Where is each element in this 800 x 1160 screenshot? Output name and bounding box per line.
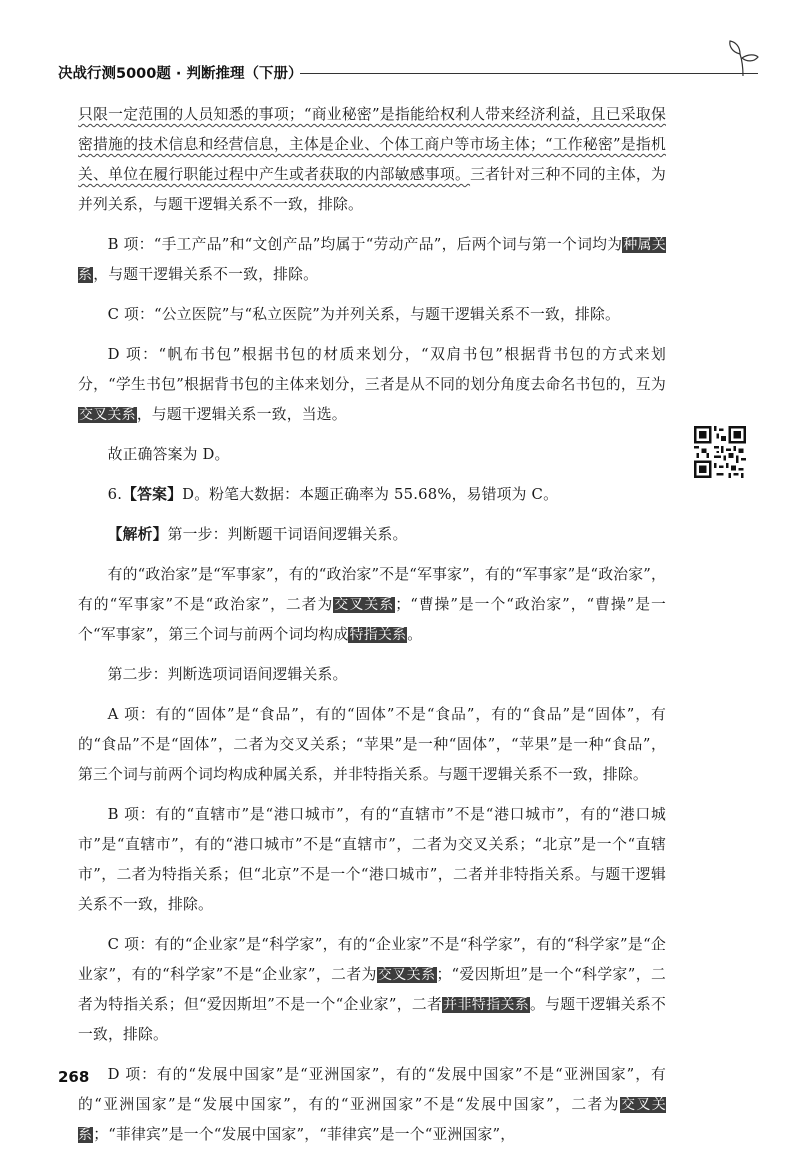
paragraph-text: 。与题干逻辑关系不一致，排除。 xyxy=(78,996,666,1043)
highlight-label: 并非特指关系 xyxy=(443,997,530,1013)
paragraph-text: ，与题干逻辑关系不一致，排除。 xyxy=(93,266,319,283)
highlight-label: 交叉关系 xyxy=(377,967,436,983)
paragraph-text: ，与题干逻辑关系一致，当选。 xyxy=(136,406,347,423)
wavy-underlined-text: 只限一定范围的人员知悉的事项；“商业秘密”是指能给权利人带来经济利益，且已采取保密措施的技术信息和经营信息，主体是企业、个体工商户等市场主体；“工作秘密”是指机关、单位在履行职能过程中产生或者获取的内部敏感事项。 xyxy=(78,106,666,183)
paragraph-option-c-continued xyxy=(78,100,666,220)
paragraph-text: ；“爱因斯坦”是一个“科学家”，二者为特指关系；但“爱因斯坦”不是一个“企业家”，二者 xyxy=(78,966,666,1013)
paragraph-option-a-2 xyxy=(78,700,666,790)
paragraph-text: B 项：“手工产品”和“文创产品”均属于“劳动产品”，后两个词与第一个词均为 xyxy=(107,236,623,253)
paragraph-text: D 项：“帆布书包”根据书包的材质来划分，“双肩书包”根据背书包的方式来划分，“学生书包”根据背书包的主体来划分，三者是从不同的划分角度去命名书包的，互为 xyxy=(78,346,666,393)
page-number: 268 xyxy=(58,1068,90,1086)
paragraph-text: 。 xyxy=(407,626,423,643)
paragraph-text: A 项：有的“固体”是“食品”，有的“固体”不是“食品”，有的“食品”是“固体”，有的“食品”不是“固体”，二者为交叉关系；“苹果”是一种“固体”，“苹果”是一种“食品”，第三个词与前两个词均构成种属关系，并非特指关系。与题干逻辑关系不一致，排除。 xyxy=(78,706,666,783)
highlight-label: 交叉关系 xyxy=(78,1097,666,1143)
page-content xyxy=(78,100,666,1160)
header-rule xyxy=(300,73,758,74)
paragraph-option-c-2 xyxy=(78,930,666,1050)
paragraph-text: 故正确答案为 D。 xyxy=(107,446,230,463)
paragraph-option-b-2 xyxy=(78,800,666,920)
paragraph-text: C 项：“公立医院”与“私立医院”为并列关系，与题干逻辑关系不一致，排除。 xyxy=(107,306,620,323)
highlight-label: 特指关系 xyxy=(349,627,407,643)
analysis-step-1 xyxy=(78,520,666,550)
highlight-label: 交叉关系 xyxy=(334,597,395,613)
sprout-leaf-icon xyxy=(726,38,760,78)
paragraph-text: 第一步：判断题干词语间逻辑关系。 xyxy=(167,526,408,543)
question-number: 6. xyxy=(107,486,123,503)
paragraph-text: C 项：有的“企业家”是“科学家”，有的“企业家”不是“科学家”，有的“科学家”是“企业家”，有的“科学家”不是“企业家”，二者为 xyxy=(78,936,666,983)
analysis-label: 【解析】 xyxy=(107,526,168,543)
running-header xyxy=(58,60,758,86)
paragraph-text: 有的“政治家”是“军事家”，有的“政治家”不是“军事家”，有的“军事家”是“政治家”，有的“军事家”不是“政治家”，二者为 xyxy=(78,566,666,613)
answer-label: 【答案】 xyxy=(122,486,183,503)
header-title: 决战行测5000题 · 判断推理（下册） xyxy=(58,66,303,82)
paragraph-text: 三者针对三种不同的主体，为并列关系，与题干逻辑关系不一致，排除。 xyxy=(78,166,667,213)
qr-code-icon[interactable] xyxy=(694,426,746,478)
highlight-label: 交叉关系 xyxy=(79,407,136,423)
question-6-answer xyxy=(78,480,666,510)
paragraph-text: ；“曹操”是一个“政治家”，“曹操”是一个“军事家”，第三个词与前两个词均构成 xyxy=(78,596,666,643)
paragraph-option-d-2 xyxy=(78,1060,666,1150)
paragraph-option-b xyxy=(78,230,666,290)
paragraph-text: B 项：有的“直辖市”是“港口城市”，有的“直辖市”不是“港口城市”，有的“港口城市”是“直辖市”，有的“港口城市”不是“直辖市”，二者为交叉关系；“北京”是一个“直辖市”，二者为特指关系；但“北京”不是一个“港口城市”，二者并非特指关系。与题干逻辑关系不一致，排除。 xyxy=(78,806,666,913)
paragraph-text: D。粉笔大数据：本题正确率为 55.68%，易错项为 C。 xyxy=(182,486,559,503)
paragraph-option-d xyxy=(78,340,666,430)
paragraph-text: D 项：有的“发展中国家”是“亚洲国家”，有的“发展中国家”不是“亚洲国家”，有的“亚洲国家”是“发展中国家”，有的“亚洲国家”不是“发展中国家”，二者为 xyxy=(78,1066,666,1113)
paragraph-text: 第二步：判断选项词语间逻辑关系。 xyxy=(107,666,348,683)
paragraph-stem-analysis xyxy=(78,560,666,650)
highlight-label: 种属关系 xyxy=(78,237,666,283)
paragraph-correct-answer xyxy=(78,440,666,470)
paragraph-option-c xyxy=(78,300,666,330)
paragraph-text: ；“菲律宾”是一个“发展中国家”，“菲律宾”是一个“亚洲国家”， xyxy=(93,1126,516,1143)
analysis-step-2 xyxy=(78,660,666,690)
